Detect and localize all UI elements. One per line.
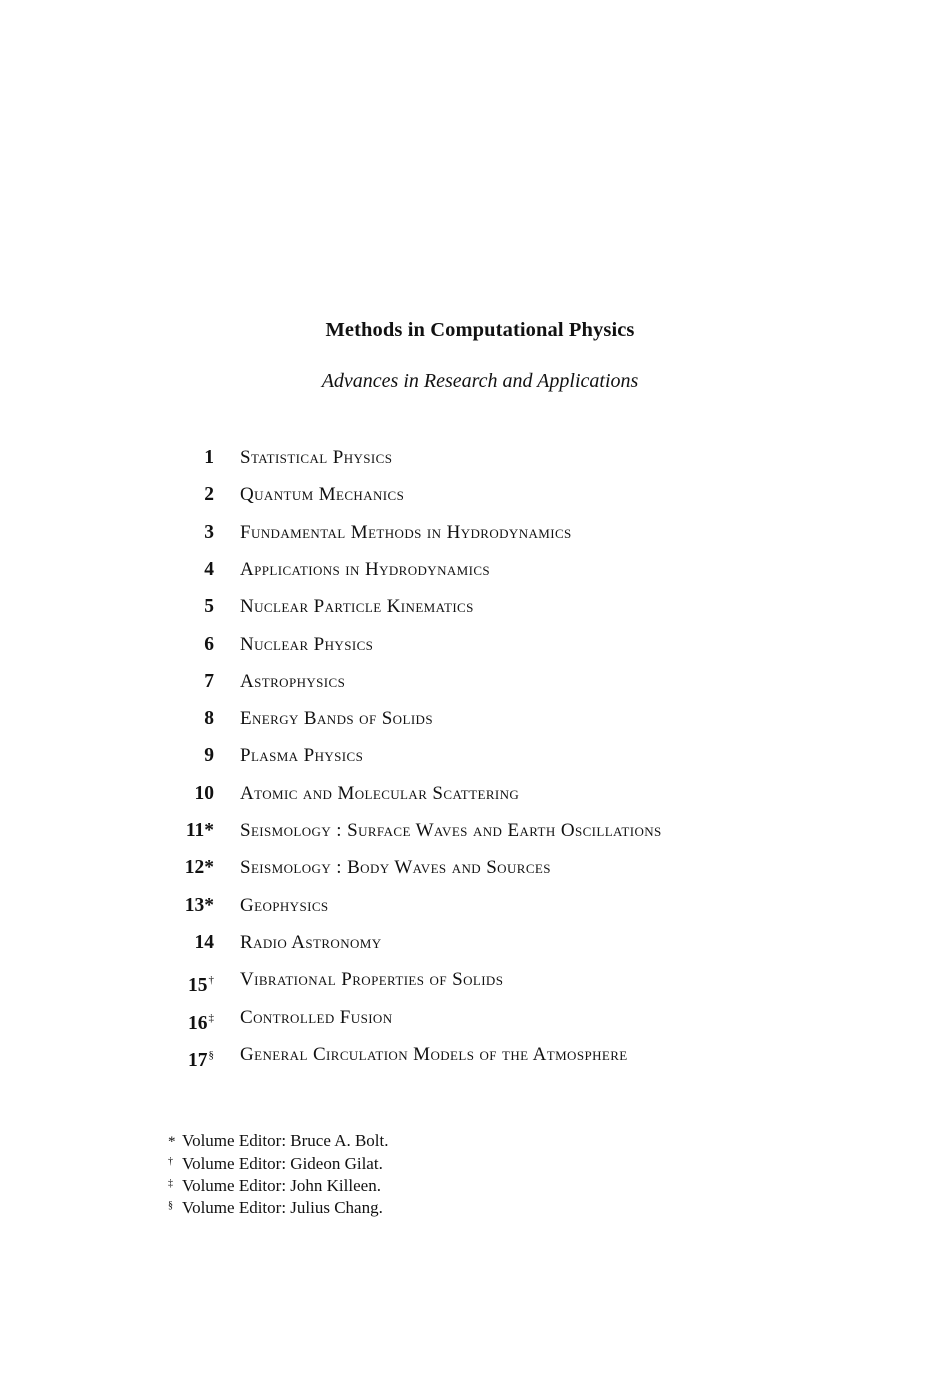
footnote — [168, 1131, 389, 1152]
volume-number: 13* — [184, 894, 214, 916]
volume-title: Energy Bands of Solids — [240, 708, 433, 730]
footnote-mark: § — [168, 1200, 173, 1211]
volume-number: 2 — [204, 484, 214, 506]
volume-item — [0, 855, 930, 885]
footnote — [168, 1196, 389, 1218]
footnote-mark: ‡ — [168, 1178, 173, 1189]
footnote-text: Volume Editor: Julius Chang. — [182, 1198, 383, 1217]
volume-item — [0, 930, 930, 960]
volume-number: 6 — [204, 633, 214, 655]
volume-number: 17§ — [188, 1048, 214, 1071]
volume-title: Quantum Mechanics — [240, 484, 405, 506]
volume-item — [0, 482, 930, 512]
volume-item — [0, 1042, 930, 1072]
volume-title: Radio Astronomy — [240, 931, 382, 953]
volume-number: 11* — [185, 820, 214, 841]
volume-editor-mark: † — [208, 974, 214, 987]
volume-title: Atomic and Molecular Scattering — [240, 782, 520, 804]
volume-number: 4 — [204, 558, 214, 580]
volume-item — [0, 445, 930, 475]
volume-editor-mark: * — [204, 857, 214, 879]
volume-title: Controlled Fusion — [240, 1006, 393, 1028]
volume-number: 10 — [194, 782, 214, 804]
footnote-text: Volume Editor: John Killeen. — [182, 1176, 381, 1195]
footnote-mark: * — [168, 1134, 176, 1150]
volume-title: Nuclear Particle Kinematics — [240, 596, 474, 618]
volume-item — [0, 669, 930, 699]
volume-item — [0, 520, 930, 550]
volume-number: 9 — [204, 745, 214, 767]
volume-title: Geophysics — [240, 894, 329, 916]
volume-editor-mark: ‡ — [208, 1011, 214, 1024]
series-subtitle: Advances in Research and Applications — [321, 370, 639, 392]
volume-number: 15† — [188, 974, 214, 997]
volume-title: Vibrational Properties of Solids — [240, 969, 504, 991]
volume-number: 3 — [204, 521, 214, 543]
volume-title: General Circulation Models of the Atmosphere — [240, 1043, 628, 1065]
volume-title: Statistical Physics — [240, 447, 393, 468]
volume-number: 7 — [204, 670, 214, 692]
volume-editor-mark: * — [204, 894, 214, 916]
volume-number: 5 — [204, 596, 214, 618]
volume-item — [0, 594, 930, 624]
volume-number: 16‡ — [188, 1011, 214, 1034]
volume-title: Seismology : Surface Waves and Earth Oscillations — [240, 820, 662, 841]
footnote-text: Volume Editor: Gideon Gilat. — [182, 1154, 383, 1173]
volume-number: 12* — [184, 857, 214, 879]
volume-title: Nuclear Physics — [240, 633, 374, 655]
volume-editor-mark: § — [208, 1048, 214, 1061]
volume-item — [0, 706, 930, 736]
volume-editor-mark: * — [204, 820, 214, 841]
volume-item — [0, 743, 930, 773]
volume-title: Fundamental Methods in Hydrodynamics — [240, 521, 572, 543]
volume-item — [0, 967, 930, 997]
volume-number: 1 — [204, 447, 214, 468]
volume-title: Applications in Hydrodynamics — [240, 558, 491, 580]
volume-item — [0, 1005, 930, 1035]
volume-number: 8 — [204, 708, 214, 730]
volume-item — [0, 818, 930, 848]
footnote — [168, 1152, 389, 1174]
footnote-text: Volume Editor: Bruce A. Bolt. — [182, 1131, 389, 1150]
footnote — [168, 1174, 389, 1196]
volume-title: Astrophysics — [240, 670, 346, 692]
volume-number: 14 — [194, 931, 214, 953]
volume-item — [0, 893, 930, 923]
volume-item — [0, 557, 930, 587]
series-title: Methods in Computational Physics — [325, 319, 635, 341]
volume-item — [0, 632, 930, 662]
footnote-mark: † — [168, 1156, 173, 1167]
volume-title: Seismology : Body Waves and Sources — [240, 857, 551, 879]
footnotes — [168, 1131, 389, 1218]
volume-item — [0, 781, 930, 811]
volume-title: Plasma Physics — [240, 745, 364, 767]
